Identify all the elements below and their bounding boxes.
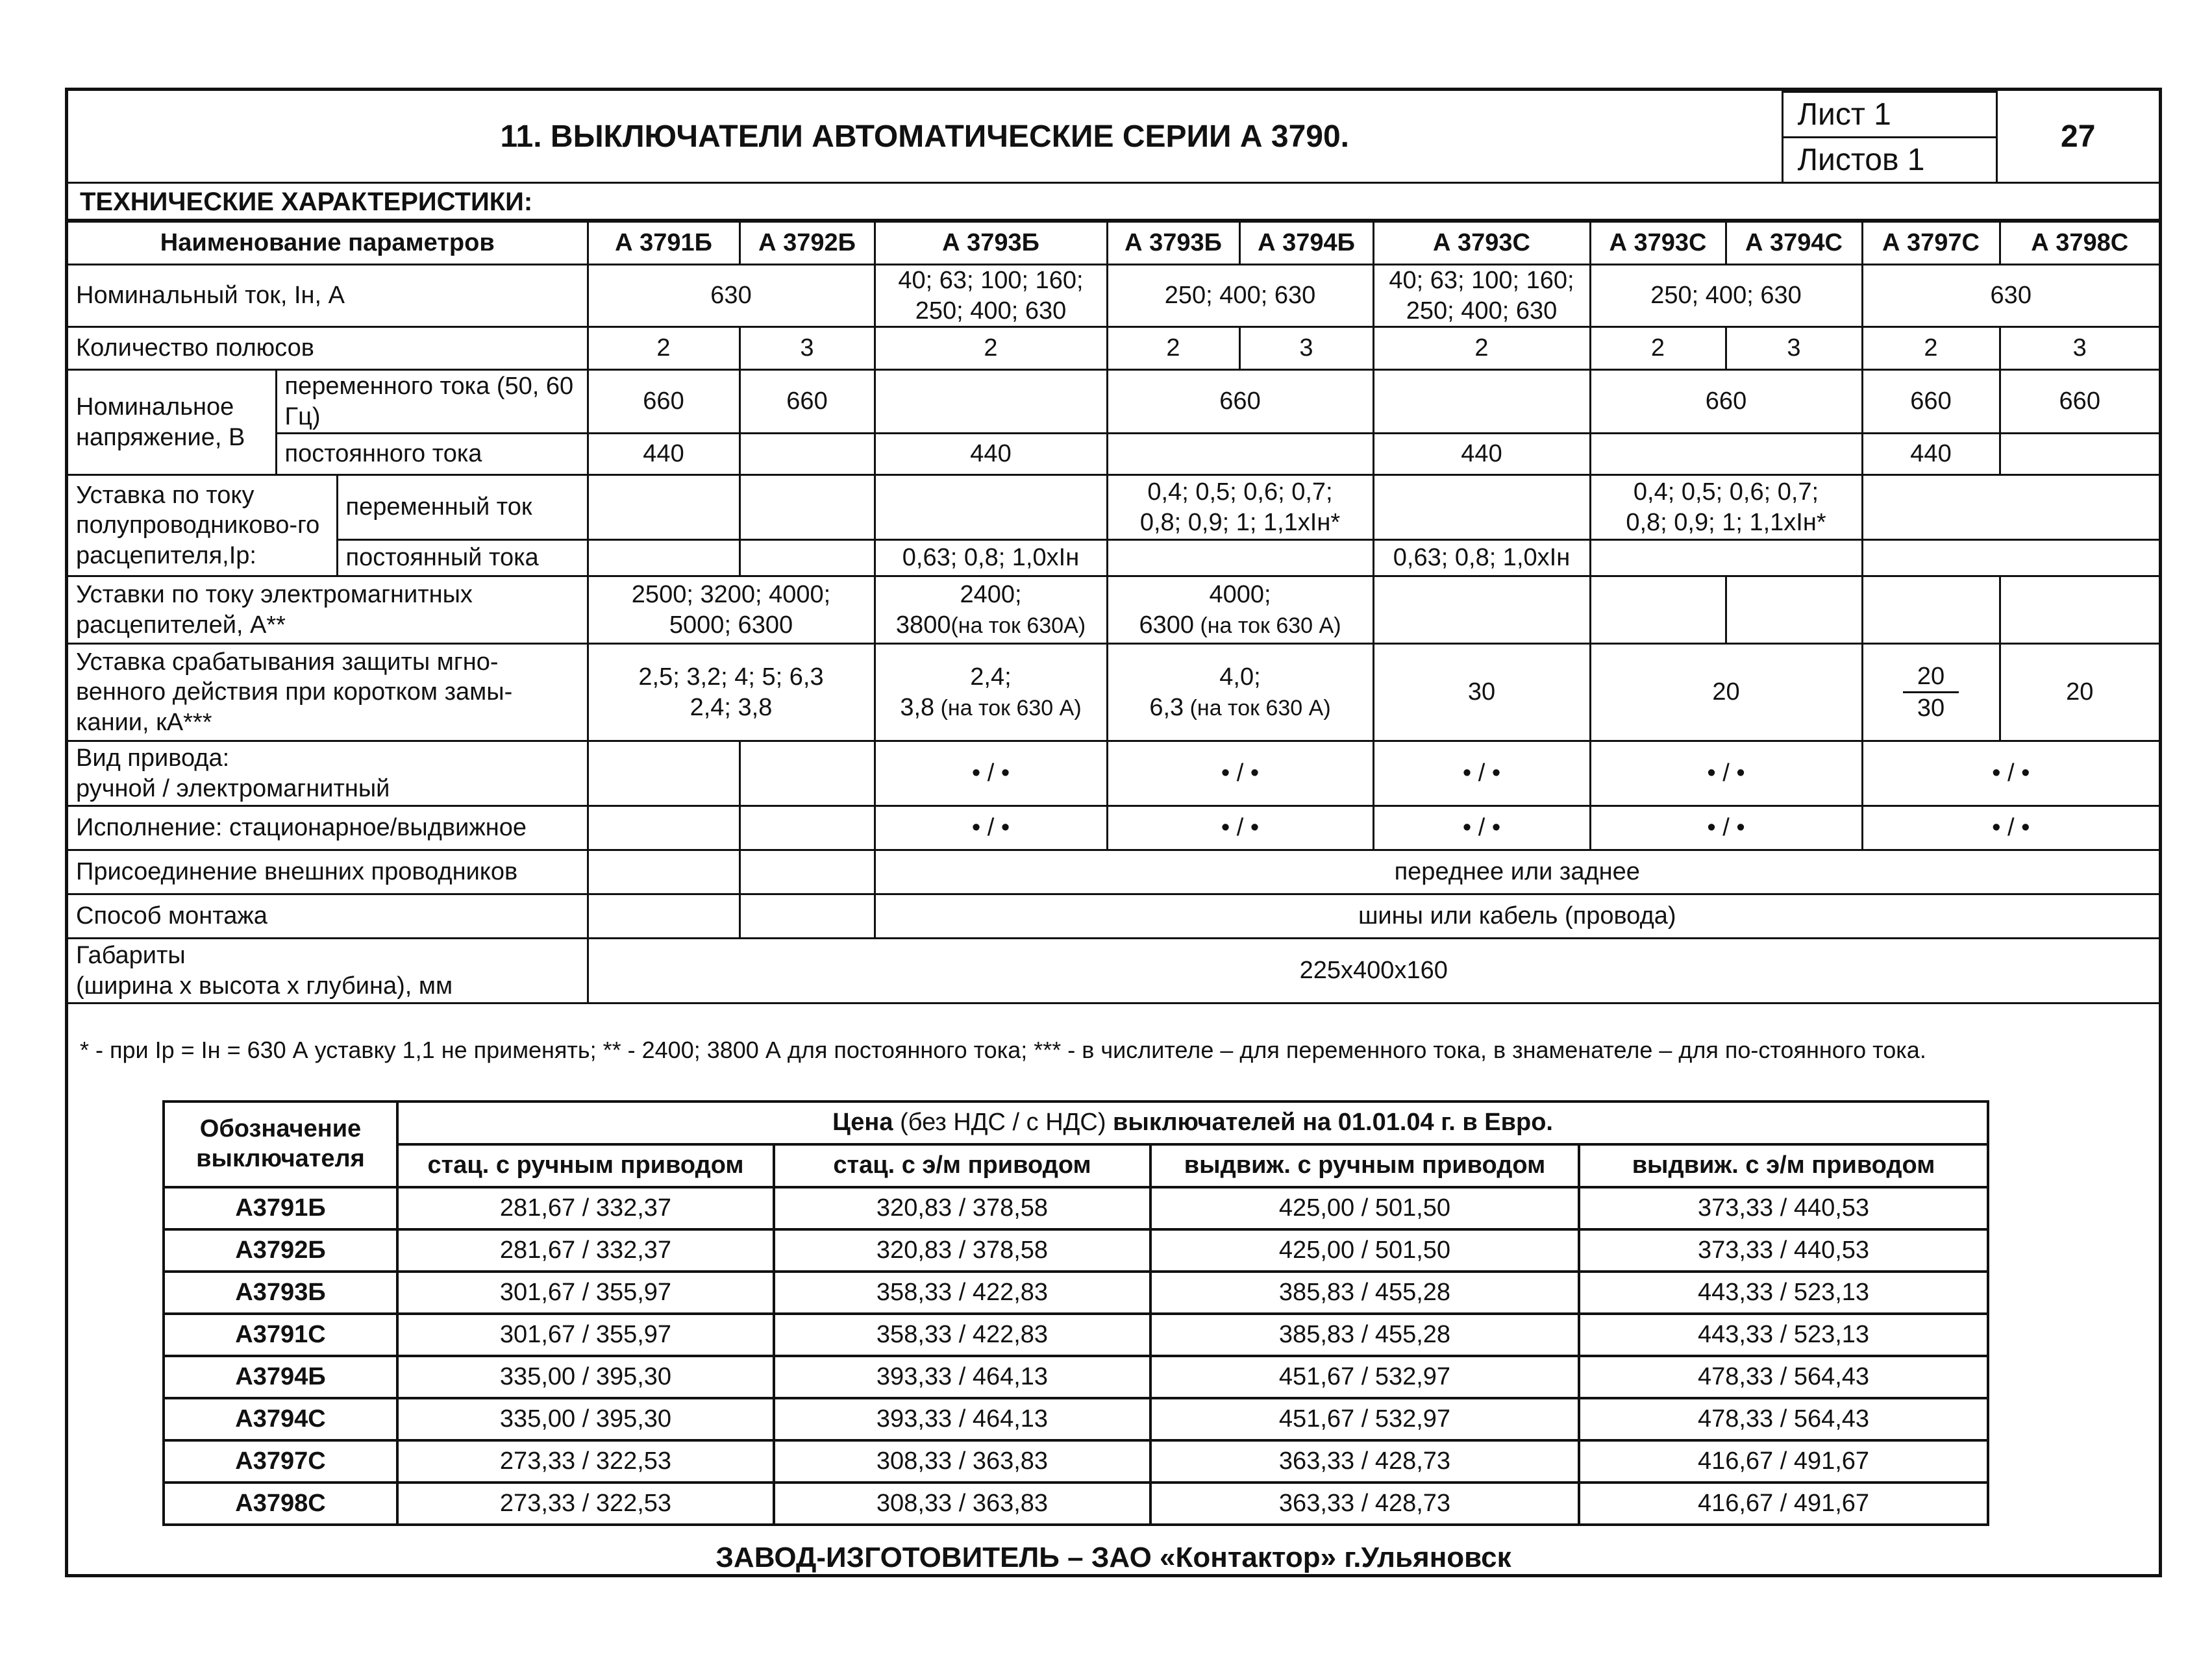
cell-value: 660 bbox=[1590, 370, 1862, 434]
tech-specs-caption: ТЕХНИЧЕСКИЕ ХАРАКТЕРИСТИКИ: bbox=[68, 182, 2159, 221]
cell-empty bbox=[739, 741, 875, 806]
cell-value: 2 bbox=[588, 327, 739, 370]
cell-empty bbox=[1590, 434, 1862, 475]
cell-value: 225х400х160 bbox=[588, 939, 2159, 1003]
price-row bbox=[164, 1314, 1988, 1356]
cell-value: 630 bbox=[588, 265, 875, 327]
execution-mark: • / • bbox=[1107, 806, 1373, 850]
execution-mark: • / • bbox=[1590, 806, 1862, 850]
price-cell: 273,33 / 322,53 bbox=[397, 1440, 774, 1483]
sheet-label: Лист 1 bbox=[1782, 92, 1996, 138]
model-header: А 3793Б bbox=[875, 222, 1107, 265]
price-cell: 451,67 / 532,97 bbox=[1150, 1398, 1579, 1440]
cell-value: 2400; 3800(на ток 630А) bbox=[875, 576, 1107, 644]
row-label: Присоединение внешних проводников bbox=[68, 850, 588, 894]
price-cell: 478,33 / 564,43 bbox=[1579, 1398, 1988, 1440]
cell-empty bbox=[1726, 576, 1862, 644]
fraction-numerator: 20 bbox=[1903, 661, 1959, 693]
price-cell: 478,33 / 564,43 bbox=[1579, 1356, 1988, 1398]
model-header: А 3794Б bbox=[1239, 222, 1373, 265]
cell-value: 4000; 6300 (на ток 630 А) bbox=[1107, 576, 1373, 644]
cell-empty bbox=[739, 540, 875, 576]
cell-value: 2500; 3200; 4000; 5000; 6300 bbox=[588, 576, 875, 644]
price-cell: 320,83 / 378,58 bbox=[774, 1187, 1150, 1229]
price-header: Цена (без НДС / с НДС) выключателей на 01.01.04 г. в Евро. bbox=[397, 1102, 1988, 1144]
cell-empty bbox=[739, 806, 875, 850]
price-cell: 393,33 / 464,13 bbox=[774, 1356, 1150, 1398]
cell-empty bbox=[1107, 540, 1373, 576]
price-cell: 373,33 / 440,53 bbox=[1579, 1229, 1988, 1272]
cell-empty bbox=[2000, 576, 2159, 644]
cell-empty bbox=[1862, 540, 2159, 576]
price-cell: 393,33 / 464,13 bbox=[774, 1398, 1150, 1440]
price-cell: 363,33 / 428,73 bbox=[1150, 1483, 1579, 1525]
em-setting-row bbox=[68, 576, 2159, 644]
drive-mark: • / • bbox=[1590, 741, 1862, 806]
execution-mark: • / • bbox=[1373, 806, 1590, 850]
cell-value: 2 bbox=[1862, 327, 2000, 370]
price-cell: 281,67 / 332,37 bbox=[397, 1229, 774, 1272]
cell-empty bbox=[1373, 475, 1590, 540]
mounting-row bbox=[68, 894, 2159, 939]
row-label: Уставки по току электромагнитных расцепителей, А** bbox=[68, 576, 588, 644]
cell-empty bbox=[588, 894, 739, 939]
cell-value: 40; 63; 100; 160; 250; 400; 630 bbox=[875, 265, 1107, 327]
breaker-designation: А3794С bbox=[164, 1398, 397, 1440]
row-label: Вид привода: ручной / электромагнитный bbox=[68, 741, 588, 806]
cell-empty bbox=[1590, 576, 1726, 644]
cell-value: 20 bbox=[2000, 644, 2159, 741]
price-cell: 335,00 / 395,30 bbox=[397, 1398, 774, 1440]
cell-value: шины или кабель (провода) bbox=[875, 894, 2159, 939]
price-cell: 443,33 / 523,13 bbox=[1579, 1272, 1988, 1314]
tech-header-row bbox=[68, 222, 2159, 265]
price-row bbox=[164, 1187, 1988, 1229]
drive-mark: • / • bbox=[1107, 741, 1373, 806]
price-cell: 373,33 / 440,53 bbox=[1579, 1187, 1988, 1229]
cell-value: 4,0; 6,3 (на ток 630 А) bbox=[1107, 644, 1373, 741]
price-cell: 385,83 / 455,28 bbox=[1150, 1272, 1579, 1314]
cell-value: 2,4; 3,8 (на ток 630 А) bbox=[875, 644, 1107, 741]
manufacturer-line: ЗАВОД-ИЗГОТОВИТЕЛЬ – ЗАО «Контактор» г.Ульяновск bbox=[715, 1542, 1511, 1573]
row-label: Исполнение: стационарное/выдвижное bbox=[68, 806, 588, 850]
cell-value: переднее или заднее bbox=[875, 850, 2159, 894]
model-header: А 3791Б bbox=[588, 222, 739, 265]
price-column-header: стац. с ручным приводом bbox=[397, 1144, 774, 1187]
cell-value: 660 bbox=[739, 370, 875, 434]
semi-setting-ac-row bbox=[68, 475, 2159, 540]
price-cell: 425,00 / 501,50 bbox=[1150, 1187, 1579, 1229]
row-label: Уставка по току полупроводниково-го расцепителя,Iр: bbox=[68, 475, 337, 576]
price-cell: 281,67 / 332,37 bbox=[397, 1187, 774, 1229]
price-cell: 358,33 / 422,83 bbox=[774, 1314, 1150, 1356]
price-cell: 301,67 / 355,97 bbox=[397, 1272, 774, 1314]
cell-value: 440 bbox=[1373, 434, 1590, 475]
cell-value: 0,4; 0,5; 0,6; 0,7; 0,8; 0,9; 1; 1,1xIн* bbox=[1590, 475, 1862, 540]
drive-mark: • / • bbox=[875, 741, 1107, 806]
cell-empty bbox=[588, 475, 739, 540]
price-cell: 416,67 / 491,67 bbox=[1579, 1440, 1988, 1483]
page-number: 27 bbox=[1996, 92, 2159, 183]
cell-empty bbox=[588, 806, 739, 850]
cell-value: 660 bbox=[1862, 370, 2000, 434]
price-cell: 425,00 / 501,50 bbox=[1150, 1229, 1579, 1272]
semi-setting-dc-row bbox=[68, 540, 2159, 576]
cell-empty bbox=[588, 850, 739, 894]
model-header: А 3794С bbox=[1726, 222, 1862, 265]
cell-value: 3 bbox=[1726, 327, 1862, 370]
price-column-header: стац. с э/м приводом bbox=[774, 1144, 1150, 1187]
cell-value: 660 bbox=[1107, 370, 1373, 434]
sub-label: переменного тока (50, 60 Гц) bbox=[276, 370, 588, 434]
cell-value: 2 bbox=[1590, 327, 1726, 370]
cell-empty bbox=[1862, 576, 2000, 644]
cell-value: 630 bbox=[1862, 265, 2159, 327]
price-table bbox=[162, 1100, 1989, 1526]
breaker-designation: А3792Б bbox=[164, 1229, 397, 1272]
voltage-ac-row bbox=[68, 370, 2159, 434]
cell-value: 0,63; 0,8; 1,0xIн bbox=[875, 540, 1107, 576]
price-cell: 308,33 / 363,83 bbox=[774, 1483, 1150, 1525]
cell-value: 440 bbox=[875, 434, 1107, 475]
price-cell: 358,33 / 422,83 bbox=[774, 1272, 1150, 1314]
breaker-designation: А3797С bbox=[164, 1440, 397, 1483]
breaker-designation: А3798С bbox=[164, 1483, 397, 1525]
cell-empty bbox=[875, 370, 1107, 434]
price-cell: 308,33 / 363,83 bbox=[774, 1440, 1150, 1483]
cell-empty bbox=[1373, 576, 1590, 644]
price-header-row bbox=[164, 1102, 1988, 1144]
price-row bbox=[164, 1440, 1988, 1483]
model-header: А 3792Б bbox=[739, 222, 875, 265]
cell-empty bbox=[1373, 370, 1590, 434]
fraction-denominator: 30 bbox=[1917, 695, 1945, 722]
cell-value: 20 bbox=[1590, 644, 1862, 741]
designation-header: Обозначение выключателя bbox=[164, 1102, 397, 1187]
rated-current-row bbox=[68, 265, 2159, 327]
breaker-designation: А3791С bbox=[164, 1314, 397, 1356]
title-block bbox=[68, 91, 2159, 184]
dimensions-row bbox=[68, 939, 2159, 1003]
document-sheet bbox=[65, 88, 2162, 1577]
cell-value: 250; 400; 630 bbox=[1107, 265, 1373, 327]
cell-value: 250; 400; 630 bbox=[1590, 265, 1862, 327]
cell-value: 2,5; 3,2; 4; 5; 6,3 2,4; 3,8 bbox=[588, 644, 875, 741]
price-subheader-row bbox=[164, 1144, 1988, 1187]
drive-row bbox=[68, 741, 2159, 806]
model-header: А 3793С bbox=[1590, 222, 1726, 265]
breaker-designation: А3791Б bbox=[164, 1187, 397, 1229]
price-cell: 273,33 / 322,53 bbox=[397, 1483, 774, 1525]
document-title: 11. ВЫКЛЮЧАТЕЛИ АВТОМАТИЧЕСКИЕ СЕРИИ А 3790. bbox=[68, 92, 1782, 183]
cell-value: 0,63; 0,8; 1,0xIн bbox=[1373, 540, 1590, 576]
price-cell: 443,33 / 523,13 bbox=[1579, 1314, 1988, 1356]
price-cell: 363,33 / 428,73 bbox=[1150, 1440, 1579, 1483]
cell-empty bbox=[739, 894, 875, 939]
cell-empty bbox=[739, 434, 875, 475]
cell-value: 3 bbox=[739, 327, 875, 370]
cell-value: 3 bbox=[2000, 327, 2159, 370]
sheets-count-label: Листов 1 bbox=[1782, 138, 1996, 183]
execution-row bbox=[68, 806, 2159, 850]
cell-value: 660 bbox=[2000, 370, 2159, 434]
cell-value: 2 bbox=[1107, 327, 1239, 370]
cell-value: 40; 63; 100; 160; 250; 400; 630 bbox=[1373, 265, 1590, 327]
price-row bbox=[164, 1483, 1988, 1525]
cell-value: 3 bbox=[1239, 327, 1373, 370]
cell-value: 30 bbox=[1373, 644, 1590, 741]
row-label: Уставка срабатывания защиты мгно-венного действия при коротком замы-кании, кА*** bbox=[68, 644, 588, 741]
cell-value: 2 bbox=[875, 327, 1107, 370]
row-label: Габариты (ширина х высота х глубина), мм bbox=[68, 939, 588, 1003]
footnote: * - при Iр = Iн = 630 А уставку 1,1 не применять; ** - 2400; 3800 А для постоянного тока; *** - в числителе – для переменного тока, в знаменателе – для по-стоянного тока. bbox=[80, 1037, 1926, 1063]
cell-value: 2 bbox=[1373, 327, 1590, 370]
poles-row bbox=[68, 327, 2159, 370]
price-row bbox=[164, 1398, 1988, 1440]
cell-empty bbox=[1862, 475, 2159, 540]
price-row bbox=[164, 1229, 1988, 1272]
row-label: Номинальное напряжение, В bbox=[68, 370, 276, 475]
cell-empty bbox=[739, 850, 875, 894]
price-row bbox=[164, 1272, 1988, 1314]
breaker-designation: А3793Б bbox=[164, 1272, 397, 1314]
price-row bbox=[164, 1356, 1988, 1398]
sub-label: переменный ток bbox=[337, 475, 588, 540]
tech-specs-table bbox=[68, 221, 2159, 1004]
cell-empty bbox=[2000, 434, 2159, 475]
model-header: А 3793Б bbox=[1107, 222, 1239, 265]
cell-empty bbox=[1107, 434, 1373, 475]
voltage-dc-row bbox=[68, 434, 2159, 475]
connection-row bbox=[68, 850, 2159, 894]
price-cell: 335,00 / 395,30 bbox=[397, 1356, 774, 1398]
drive-mark: • / • bbox=[1862, 741, 2159, 806]
price-cell: 416,67 / 491,67 bbox=[1579, 1483, 1988, 1525]
drive-mark: • / • bbox=[1373, 741, 1590, 806]
price-column-header: выдвиж. с э/м приводом bbox=[1579, 1144, 1988, 1187]
cell-value: 440 bbox=[588, 434, 739, 475]
execution-mark: • / • bbox=[875, 806, 1107, 850]
model-header: А 3793С bbox=[1373, 222, 1590, 265]
cell-empty bbox=[588, 741, 739, 806]
price-column-header: выдвиж. с ручным приводом bbox=[1150, 1144, 1579, 1187]
cell-empty bbox=[588, 540, 739, 576]
cell-empty bbox=[739, 475, 875, 540]
sub-label: постоянный тока bbox=[337, 540, 588, 576]
breaker-designation: А3794Б bbox=[164, 1356, 397, 1398]
trip-setting-row bbox=[68, 644, 2159, 741]
execution-mark: • / • bbox=[1862, 806, 2159, 850]
cell-fraction bbox=[1862, 644, 2000, 741]
price-cell: 320,83 / 378,58 bbox=[774, 1229, 1150, 1272]
cell-empty bbox=[1590, 540, 1862, 576]
model-header: А 3797С bbox=[1862, 222, 2000, 265]
cell-empty bbox=[875, 475, 1107, 540]
model-header: А 3798С bbox=[2000, 222, 2159, 265]
sub-label: постоянного тока bbox=[276, 434, 588, 475]
row-label: Способ монтажа bbox=[68, 894, 588, 939]
price-cell: 301,67 / 355,97 bbox=[397, 1314, 774, 1356]
param-header: Наименование параметров bbox=[68, 222, 588, 265]
cell-value: 440 bbox=[1862, 434, 2000, 475]
row-label: Количество полюсов bbox=[68, 327, 588, 370]
price-cell: 451,67 / 532,97 bbox=[1150, 1356, 1579, 1398]
row-label: Номинальный ток, Iн, А bbox=[68, 265, 588, 327]
price-cell: 385,83 / 455,28 bbox=[1150, 1314, 1579, 1356]
cell-value: 0,4; 0,5; 0,6; 0,7; 0,8; 0,9; 1; 1,1xIн* bbox=[1107, 475, 1373, 540]
cell-value: 660 bbox=[588, 370, 739, 434]
